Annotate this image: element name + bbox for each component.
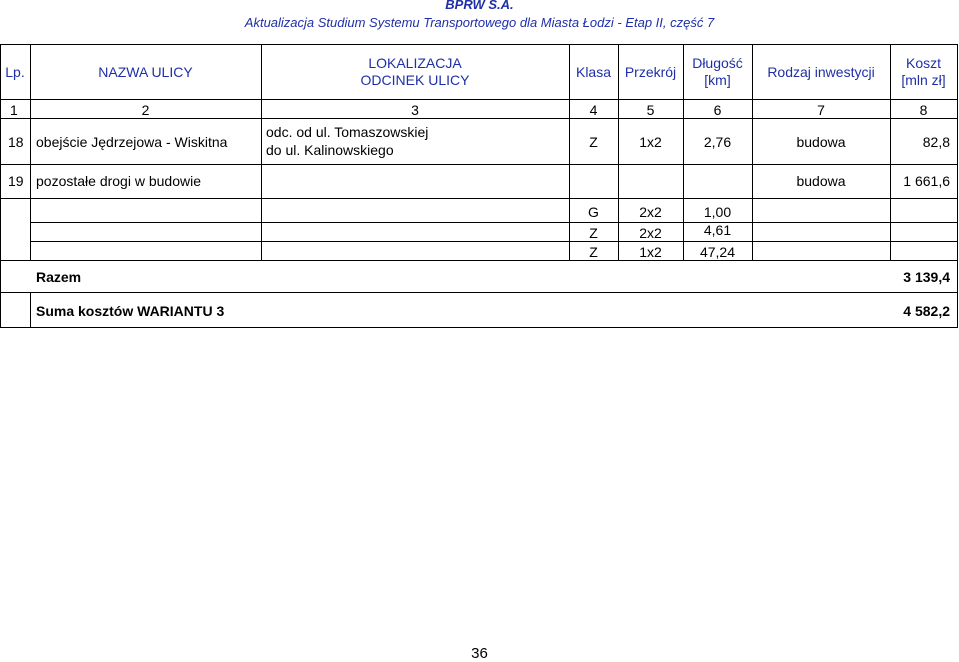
koszt: 1 661,6 xyxy=(903,173,950,189)
table-rule xyxy=(0,99,958,100)
suma-label: Suma kosztów WARIANTU 3 xyxy=(36,303,225,319)
rodzaj-inwestycji: budowa xyxy=(796,134,846,150)
col-number: 1 xyxy=(10,102,18,118)
razem-label: Razem xyxy=(36,269,82,285)
location-line-1: odc. od ul. Tomaszowskiej xyxy=(266,124,429,140)
klasa: Z xyxy=(589,225,598,241)
header-rodzaj: Rodzaj inwestycji xyxy=(767,64,875,80)
col-number: 3 xyxy=(411,102,419,118)
przekroj: 2x2 xyxy=(639,225,662,241)
dlugosc: 4,61 xyxy=(703,222,732,238)
col-number: 4 xyxy=(589,102,598,118)
przekroj: 1x2 xyxy=(639,244,662,260)
koszt: 82,8 xyxy=(922,134,950,150)
suma-value: 4 582,2 xyxy=(903,303,950,319)
company-name: BPRW S.A. xyxy=(445,0,514,12)
document-title: Aktualizacja Studium Systemu Transportowego dla Miasta Łodzi - Etap II, część 7 xyxy=(244,15,715,30)
col-number: 2 xyxy=(141,102,150,118)
header-lp: Lp. xyxy=(5,64,25,80)
header-przekroj: Przekrój xyxy=(624,64,677,80)
table-border-right xyxy=(957,44,958,328)
col-number: 5 xyxy=(646,102,655,118)
razem-value: 3 139,4 xyxy=(903,269,950,285)
table-border-left xyxy=(0,44,1,328)
klasa: Z xyxy=(589,244,598,260)
location-line-2: do ul. Kalinowskiego xyxy=(266,142,394,158)
klasa: G xyxy=(588,204,599,220)
rodzaj-inwestycji: budowa xyxy=(796,173,846,189)
col-number: 6 xyxy=(713,102,722,118)
col-number: 8 xyxy=(919,102,928,118)
przekroj: 2x2 xyxy=(639,204,662,220)
row-lp: 18 xyxy=(8,134,24,150)
dlugosc: 1,00 xyxy=(703,204,732,220)
table-rule xyxy=(0,118,958,119)
table-rule xyxy=(0,198,958,199)
street-name: obejście Jędrzejowa - Wiskitna xyxy=(36,134,228,150)
header-location-2: ODCINEK ULICY xyxy=(360,72,470,88)
table-rule xyxy=(30,241,958,242)
col-number: 7 xyxy=(817,102,825,118)
dlugosc: 47,24 xyxy=(699,244,736,260)
table-border-bottom xyxy=(0,327,958,328)
table-rule xyxy=(0,260,958,261)
page-number: 36 xyxy=(471,645,488,662)
header-dlugosc-1: Długość xyxy=(692,55,743,71)
column-divider xyxy=(30,292,31,328)
header-location-1: LOKALIZACJA xyxy=(368,55,462,71)
table-rule xyxy=(30,222,958,223)
table-border-top xyxy=(0,44,958,45)
dlugosc: 2,76 xyxy=(703,134,732,150)
header-name: NAZWA ULICY xyxy=(98,64,193,80)
klasa: Z xyxy=(589,134,598,150)
header-koszt-2: [mln zł] xyxy=(901,72,946,88)
header-dlugosc-2: [km] xyxy=(704,72,731,88)
header-koszt-1: Koszt xyxy=(905,55,941,71)
przekroj: 1x2 xyxy=(639,134,662,150)
header-klasa: Klasa xyxy=(575,64,612,80)
table-rule xyxy=(0,292,958,293)
row-lp: 19 xyxy=(8,173,24,189)
table-rule xyxy=(0,164,958,165)
street-name: pozostałe drogi w budowie xyxy=(36,173,201,189)
